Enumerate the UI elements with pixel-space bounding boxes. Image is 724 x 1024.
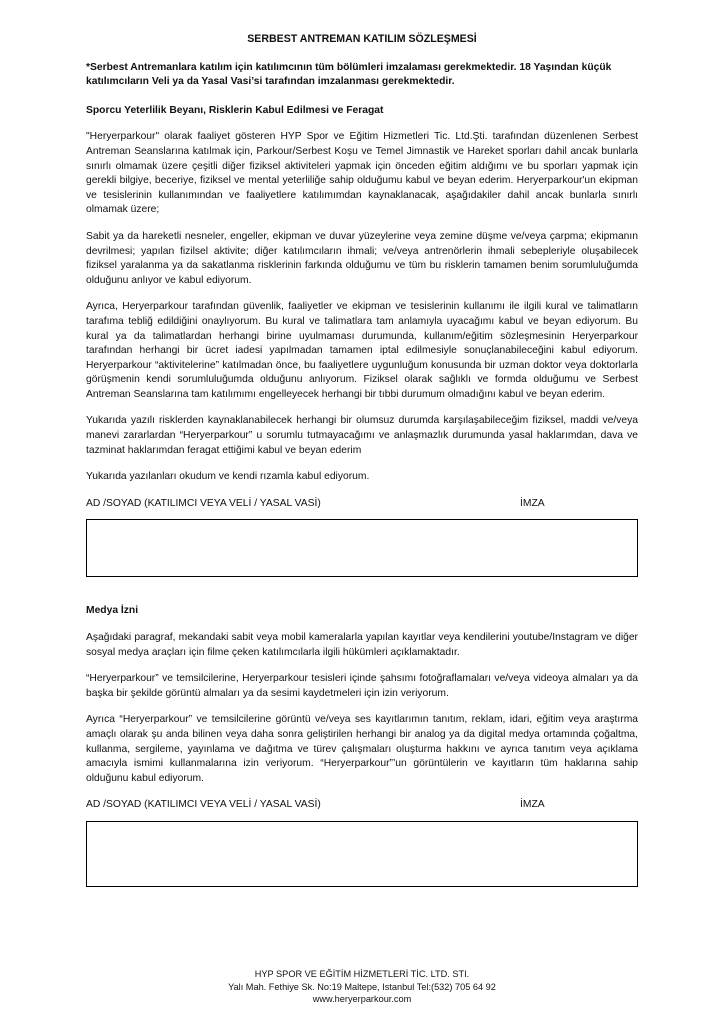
paragraph: "Heryerparkour" olarak faaliyet gösteren HYP Spor ve Eğitim Hizmetleri Tic. Ltd.Şti. tarafından düzenlenen Serbest Antreman Seanslarına katılmak için, Parkour/Serbest Koşu ve Temel Jimnastik ve Hareket sporları dahil ancak bunlarla sınırlı olmamak üzere çeşitli diğer fiziksel aktiviteleri yapmak için önceden eğitim aldığımı ve bu sporları yapmak için gerekli bilgiye, beceriye, fiziksel ve mental yeterliliğe sahip olduğumu kabul ve beyan ederim. Heryerparkour'un ekipman ve tesislerinin kullanımından ve faaliyetlere katılımımdan kaynaklanacak, aşağıdakiler dahil ancak bunlarla sınırlı olmamak üzere; xyxy=(86,131,638,216)
footer-address: Yalı Mah. Fethiye Sk. No:19 Maltepe, Istanbul Tel:(532) 705 64 92 xyxy=(228,981,496,992)
signature-label: İMZA xyxy=(520,799,545,811)
footer xyxy=(0,968,724,1006)
signature-labels-row xyxy=(86,497,638,512)
paragraph: Aşağıdaki paragraf, mekandaki sabit veya mobil kameralarla yapılan kayıtlar veya kendilerini youtube/Instagram ve diğer sosyal medya araçları için filme çeken katılımcılarla ilgili hükümleri açıklamaktadır. xyxy=(86,632,638,658)
signature-label: İMZA xyxy=(520,497,545,509)
document-title: SERBEST ANTREMAN KATILIM SÖZLEŞMESİ xyxy=(247,33,477,45)
paragraph: Sabit ya da hareketli nesneler, engeller, ekipman ve duvar yüzeylerine veya zemine düşme ve/veya çarpma; ekipmanın devrilmesi; yapılan fizilsel aktivite; diğer katılımcıların ihmali; ve/veya antrenörlerin ihmali sebepleriyle oluşabilecek fiziksel yaralanma ya da sakatlanma risklerinin farkında olduğumu ve tüm bu risklerin tamamen benim sorumluluğumda olduğunu anlıyor ve kabul ediyorum. xyxy=(86,230,638,286)
section-title-eligibility: Sporcu Yeterlilik Beyanı, Risklerin Kabul Edilmesi ve Feragat xyxy=(86,104,384,116)
paragraph: Ayrıca, Heryerparkour tarafından güvenlik, faaliyetler ve ekipman ve tesislerinin kullanımı ile ilgili kural ve talimatların tarafıma tebliğ edildiğini onaylıyorum. Bu kural ve talimatlara tam anlamıyla uyacağımı kabul ve beyan ediyorum. Bu kural ya da talimatlardan herhangi birine uyulmaması durumunda, kullanım/eğitim sözleşmesinin Heryerparkour tarafından herhangi bir ücret iadesi yapılmadan tamamen iptal edilmesiyle sonuçlanabileceğini kabul ediyorum. Heryerparkour “aktivitelerine” katılmadan önce, bu faaliyetlere uygunluğum konusunda bir uzman doktor veya doktorlarla görüşmenin kendi sorumluluğumda olduğunu anlıyorum. Fiziksel olarak sağlıklı ve formda olduğumu ve Serbest Antreman Seanslarına tam katılımımı engelleyecek herhangi bir tıbbi durumum olmadığını kabul ve beyan ederim. xyxy=(86,301,638,400)
paragraph: Yukarıda yazılanları okudum ve kendi rızamla kabul ediyorum. xyxy=(86,471,370,483)
paragraph: Yukarıda yazılı risklerden kaynaklanabilecek herhangi bir olumsuz durumda karşılaşabileceğim fiziksel, maddi ve/veya manevi zararlardan “Heryerparkour” u sorumlu tutmayacağımı ve anlaşmazlık durumunda yasal haklarımdan, dava ve tazminat haklarımdan feragat ettiğimi kabul ve beyan ederim xyxy=(86,415,638,456)
paragraph: Ayrıca “Heryerparkour” ve temsilcilerine görüntü ve/veya ses kayıtlarımın tanıtım, reklam, idari, eğitim veya araştırma amaçlı olarak şu anda bilinen veya daha sonra geliştirilen herhangi bir analog ya da digital medya ortamında çoğaltma, kullanma, sergileme, yayınlama ve dağıtma ve türev çalışmaları oluşturma hakkını ve ayrıca tanıtım veya açıklama amacıyla ismimi kullanmalarına izin veriyorum. “Heryerparkour”’un görüntülerin ve kayıtların tüm haklarına sahip olduğunu kabul ediyorum. xyxy=(86,714,638,784)
signature-requirement-notice: *Serbest Antremanlara katılım için katılımcının tüm bölümleri imzalaması gerekmektedir. 18 Yaşından küçük katılımcıların Veli ya da Yasal Vasi’si tarafından imzalanması gerekmektedir. xyxy=(86,61,612,88)
signature-box[interactable] xyxy=(86,519,638,577)
footer-company: HYP SPOR VE EĞİTİM HİZMETLERİ TİC. LTD. STI. xyxy=(254,969,470,979)
paragraph: “Heryerparkour” ve temsilcilerine, Heryerparkour tesisleri içinde şahsımı fotoğraflamaları ve/veya videoya almaları ya da başka bir şekilde görüntü almaları ya da sesimi kaydetmeleri için izin veriyorum. xyxy=(86,673,638,699)
name-label: AD /SOYAD (KATILIMCI VEYA VELİ / YASAL VASİ) xyxy=(86,497,321,509)
footer-website[interactable]: www.heryerparkour.com xyxy=(312,994,412,1005)
section-title-media-consent: Medya İzni xyxy=(86,605,139,617)
signature-box[interactable] xyxy=(86,821,638,887)
name-label: AD /SOYAD (KATILIMCI VEYA VELİ / YASAL VASİ) xyxy=(86,799,321,811)
document-page xyxy=(86,32,638,887)
signature-labels-row xyxy=(86,798,638,813)
